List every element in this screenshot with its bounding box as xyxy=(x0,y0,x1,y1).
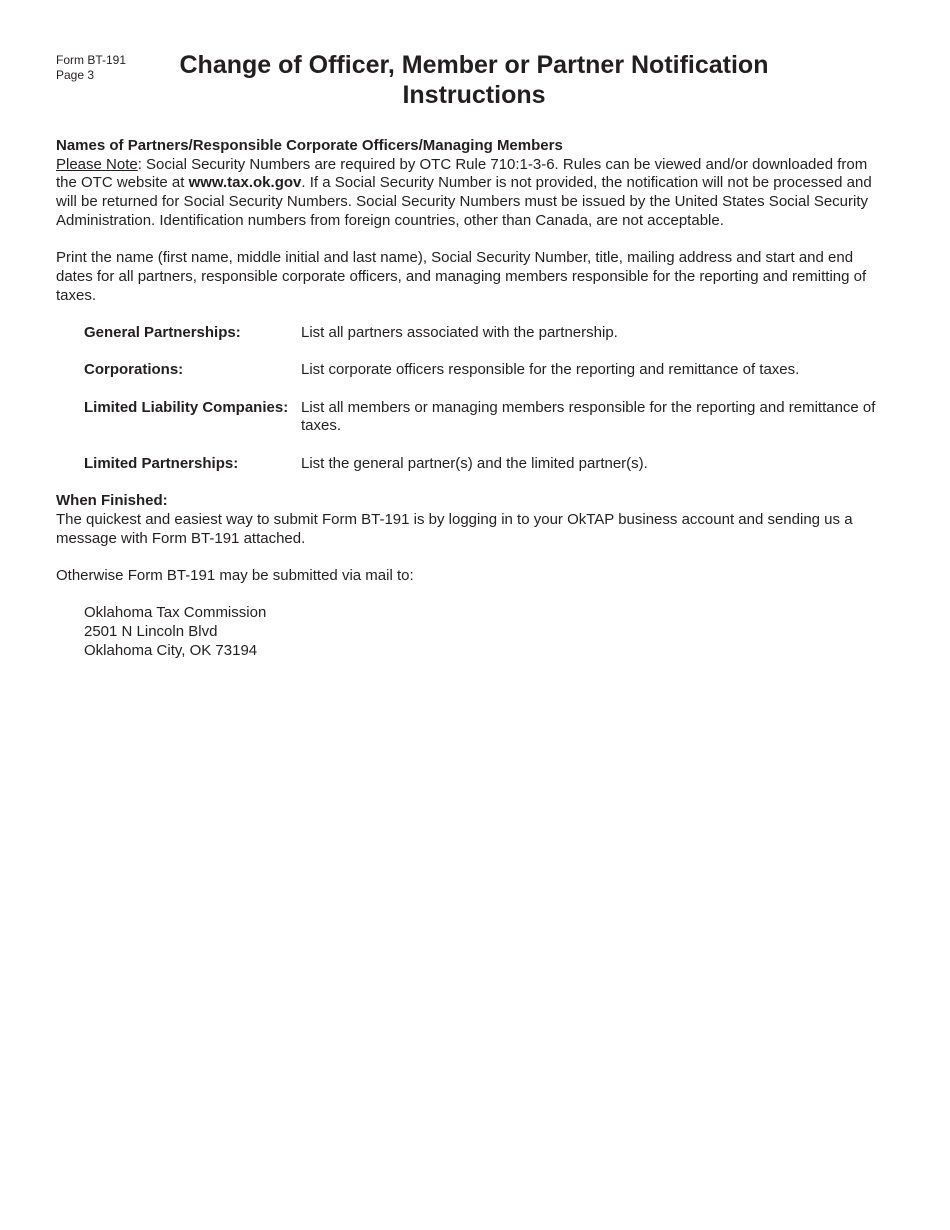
entity-row xyxy=(84,324,892,343)
form-number: Form BT-191 xyxy=(56,53,127,67)
when-finished-heading: When Finished: xyxy=(56,492,168,510)
entity-description: List all partners associated with the partnership. xyxy=(301,324,618,341)
entity-description: List the general partner(s) and the limited partner(s). xyxy=(301,454,648,472)
page-title-line1: Change of Officer, Member or Partner Notification xyxy=(179,51,769,79)
note-text-before-link: : Social Security Numbers are required by OTC Rule 710:1-3-6. Rules can be viewed and/or downloaded from the OTC website at xyxy=(56,155,868,192)
entity-row xyxy=(84,399,892,436)
address-line3: Oklahoma City, OK 73194 xyxy=(84,641,258,659)
address-line2: 2501 N Lincoln Blvd xyxy=(84,623,218,641)
ssn-note-paragraph xyxy=(56,156,892,231)
entity-name: Limited Partnerships: xyxy=(84,454,239,472)
entity-type-list xyxy=(84,324,892,474)
address-line1: Oklahoma Tax Commission xyxy=(84,604,267,622)
form-identifier xyxy=(56,53,126,83)
mail-intro: Otherwise Form BT-191 may be submitted via mail to: xyxy=(56,567,414,585)
page-title-line2: Instructions xyxy=(402,81,546,109)
entity-description: List corporate officers responsible for the reporting and remittance of taxes. xyxy=(301,361,800,379)
print-instructions-paragraph: Print the name (first name, middle initial and last name), Social Security Number, title, mailing address and start and end dates for all partners, responsible corporate officers, and managing members responsible for the reporting and remitting of taxes. xyxy=(56,249,867,304)
names-section-heading: Names of Partners/Responsible Corporate Officers/Managing Members xyxy=(56,137,563,154)
otc-website-link[interactable]: www.tax.ok.gov xyxy=(188,174,302,192)
instructions-page xyxy=(56,50,892,661)
note-text-after-link: . If a Social Security Number is not provided, the notification will not be processed and will be returned for Social Security Numbers. Social Security Numbers must be issued by the United States Social Security Administration. Identification numbers from foreign countries, other than Canada, are not acceptable. xyxy=(56,174,872,229)
mailing-address xyxy=(84,604,892,660)
page-number: Page 3 xyxy=(56,68,95,82)
entity-description: List all members or managing members responsible for the reporting and remittance of taxes. xyxy=(301,398,876,435)
entity-name: Limited Liability Companies: xyxy=(84,398,289,416)
entity-row xyxy=(84,455,892,474)
entity-name: General Partnerships: xyxy=(84,324,241,341)
page-title xyxy=(56,50,892,110)
entity-row xyxy=(84,361,892,380)
submission-instructions: The quickest and easiest way to submit Form BT-191 is by logging in to your OkTAP business account and sending us a message with Form BT-191 attached. xyxy=(56,510,853,547)
please-note-label: Please Note xyxy=(56,155,138,173)
entity-name: Corporations: xyxy=(84,361,184,379)
